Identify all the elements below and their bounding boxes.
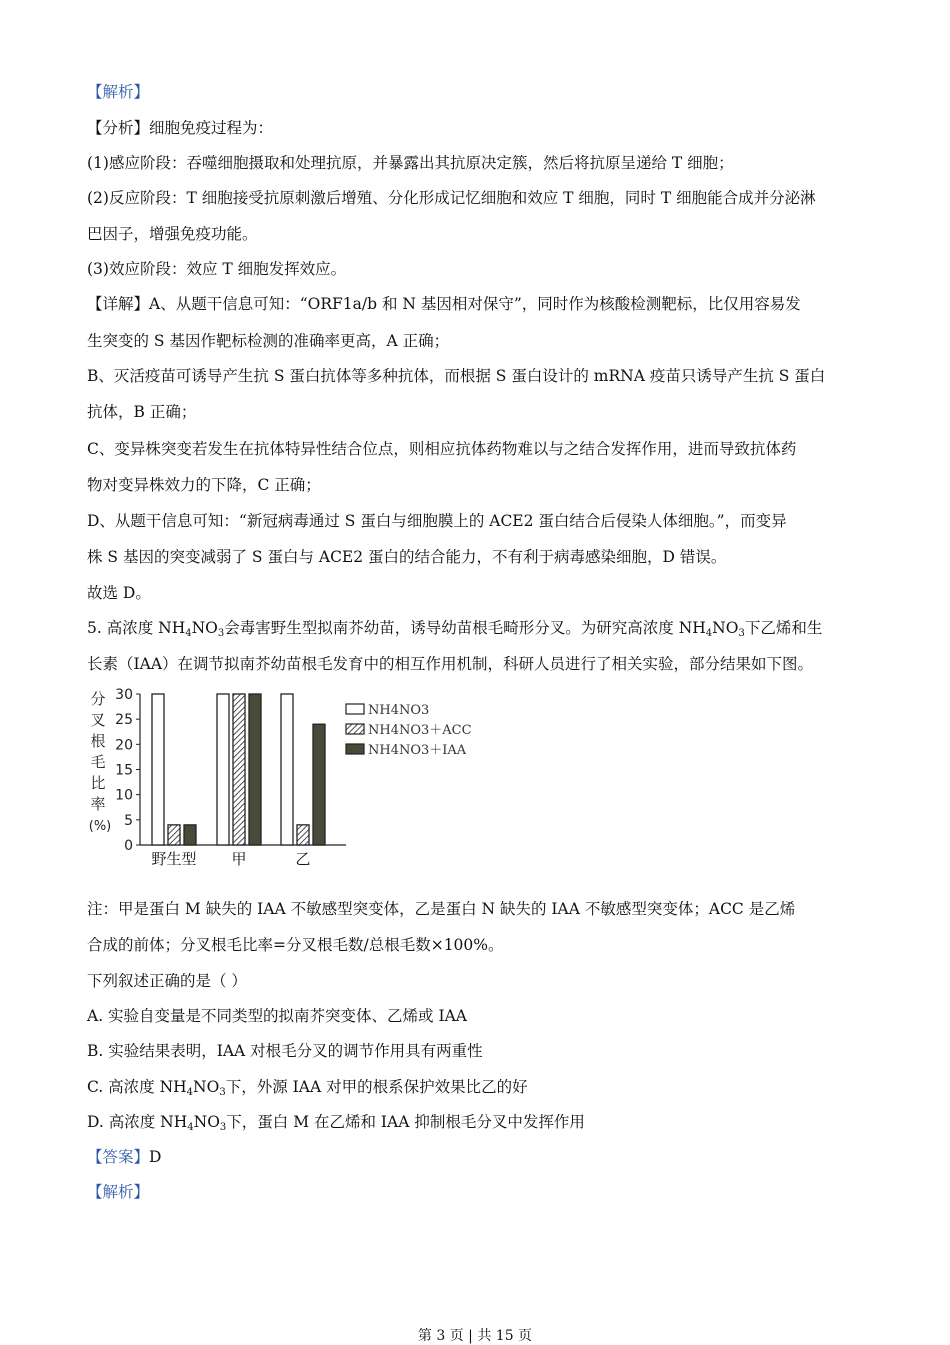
y-tick-label: 15 — [115, 762, 133, 779]
analysis-intro-text: 细胞免疫过程为： — [149, 119, 274, 137]
answer-value: D — [149, 1148, 162, 1166]
bar — [249, 694, 261, 845]
q5-l1-sub4b: 4 — [705, 628, 713, 639]
bar — [313, 724, 325, 845]
q5-note2: 合成的前体；分叉根毛比率=分叉根毛数/总根毛数×100%。 — [87, 936, 504, 954]
analysis-stage2b: 巴因子，增强免疫功能。 — [87, 225, 258, 243]
bar — [184, 825, 196, 845]
detail-b1: B、灭活疫苗可诱导产生抗 S 蛋白抗体等多种抗体，而根据 S 蛋白设计的 mRNA 疫苗只诱导产生抗 S 蛋白 — [87, 367, 826, 385]
bar-chart — [84, 686, 504, 871]
bars — [152, 694, 325, 845]
optd-c: 下，蛋白 M 在乙烯和 IAA 抑制根毛分叉中发挥作用 — [226, 1113, 585, 1131]
y-axis-unit: (%) — [88, 819, 112, 834]
option-a: A. 实验自变量是不同类型的拟南芥突变体、乙烯或 IAA — [87, 1007, 467, 1025]
optc-sub3: 3 — [219, 1087, 226, 1098]
x-axis-categories — [151, 850, 310, 868]
y-axis-label-char: 比 — [90, 774, 106, 792]
q5-l1-e: 下乙烯和生 — [744, 619, 823, 637]
legend-swatch — [346, 704, 364, 714]
jiexi-heading-2: 【解析】 — [87, 1183, 150, 1201]
legend-label: NH4NO3＋IAA — [368, 743, 467, 758]
answer-line — [87, 1147, 161, 1167]
optd-b: NO — [193, 1113, 220, 1131]
page-footer: 第 3 页 | 共 15 页 — [417, 1328, 533, 1344]
y-tick-label: 30 — [115, 687, 133, 703]
optd-sub3: 3 — [219, 1122, 227, 1133]
detail-c1: C、变异株突变若发生在抗体特异性结合位点，则相应抗体药物难以与之结合发挥作用，进而导致抗体药 — [87, 440, 797, 458]
bar — [233, 694, 245, 845]
optc-c: 下，外源 IAA 对甲的根系保护效果比乙的好 — [225, 1078, 528, 1096]
y-tick-label: 5 — [124, 812, 133, 829]
option-b: B. 实验结果表明，IAA 对根毛分叉的调节作用具有两重性 — [87, 1042, 483, 1060]
legend-label: NH4NO3 — [368, 703, 430, 718]
analysis-stage1: (1)感应阶段：吞噬细胞摄取和处理抗原，并暴露出其抗原决定簇，然后将抗原呈递给 T 细胞； — [87, 154, 734, 172]
detail-a2: 生突变的 S 基因作靶标检测的准确率更高，A 正确； — [87, 332, 450, 350]
q5-l1-sub4: 4 — [185, 628, 192, 639]
legend-label: NH4NO3＋ACC — [368, 723, 472, 738]
x-category-label: 甲 — [231, 850, 247, 868]
optd-a: D. 高浓度 NH — [87, 1113, 188, 1131]
q5-l1-sub3: 3 — [217, 628, 225, 639]
x-category-label: 野生型 — [151, 850, 197, 868]
q5-line2: 长素（IAA）在调节拟南芥幼苗根毛发育中的相互作用机制，科研人员进行了相关实验，部分结果如下图。 — [87, 655, 814, 673]
optc-sub4: 4 — [186, 1087, 194, 1098]
analysis-intro — [87, 118, 273, 138]
detail-b2: 抗体，B 正确； — [87, 403, 197, 421]
q5-l1-c: 会毒害野生型拟南芥幼苗，诱导幼苗根毛畸形分叉。为研究高浓度 NH — [224, 619, 706, 637]
detail-a1-text: A、从题干信息可知：“ORF1a/b 和 N 基因相对保守”，同时作为核酸检测靶标，比仅用容易发 — [149, 295, 801, 313]
q5-l1-a: 5. 高浓度 NH — [87, 619, 186, 637]
bar — [152, 694, 164, 845]
x-category-label: 乙 — [295, 850, 311, 868]
q5-line1 — [87, 618, 822, 644]
y-axis-label-char: 根 — [90, 732, 106, 750]
y-axis-label-char: 率 — [90, 795, 106, 813]
detail-c2: 物对变异株效力的下降，C 正确； — [87, 476, 321, 494]
detail-a1 — [87, 294, 801, 314]
y-axis-label — [89, 690, 112, 834]
y-axis-label-char: 叉 — [90, 711, 106, 729]
y-axis-label-char: 分 — [90, 690, 106, 708]
analysis-stage3: (3)效应阶段：效应 T 细胞发挥效应。 — [87, 260, 347, 278]
bar — [281, 694, 293, 845]
q5-l1-b: NO — [191, 619, 218, 637]
detail-d2: 株 S 基因的突变减弱了 S 蛋白与 ACE2 蛋白的结合能力，不有利于病毒感染细胞，D 错误。 — [87, 548, 727, 566]
option-d — [87, 1112, 585, 1138]
y-tick-label: 0 — [124, 838, 133, 854]
bar — [168, 825, 180, 845]
legend — [346, 703, 472, 758]
q5-note1: 注：甲是蛋白 M 缺失的 IAA 不敏感型突变体，乙是蛋白 N 缺失的 IAA 不敏感型突变体；ACC 是乙烯 — [87, 900, 796, 918]
q5-l1-sub3b: 3 — [738, 628, 745, 639]
y-tick-label: 25 — [115, 712, 133, 729]
analysis-stage2a: (2)反应阶段：T 细胞接受抗原刺激后增殖、分化形成记忆细胞和效应 T 细胞，同时 T 细胞能合成并分泌淋 — [87, 189, 816, 207]
option-c — [87, 1077, 528, 1103]
y-axis-label-char: 毛 — [90, 753, 106, 771]
optd-sub4: 4 — [187, 1122, 194, 1133]
q5-l1-d: NO — [712, 619, 739, 637]
y-tick-label: 10 — [115, 787, 133, 804]
bar — [297, 825, 309, 845]
legend-swatch — [346, 744, 364, 754]
legend-swatch — [346, 724, 364, 734]
optc-b: NO — [193, 1078, 220, 1096]
optc-a: C. 高浓度 NH — [87, 1078, 187, 1096]
q5-ask: 下列叙述正确的是（ ） — [87, 972, 247, 990]
detail-d1: D、从题干信息可知：“新冠病毒通过 S 蛋白与细胞膜上的 ACE2 蛋白结合后侵染人体细胞。”，而变异 — [87, 512, 787, 530]
detail-label: 【详解】 — [87, 295, 150, 313]
jiexi-heading-1: 【解析】 — [87, 83, 150, 101]
y-axis-ticks — [115, 687, 140, 854]
bar — [217, 694, 229, 845]
analysis-label: 【分析】 — [87, 119, 150, 137]
y-tick-label: 20 — [115, 737, 133, 754]
answer-label: 【答案】 — [87, 1148, 150, 1166]
detail-choose: 故选 D。 — [87, 584, 151, 602]
